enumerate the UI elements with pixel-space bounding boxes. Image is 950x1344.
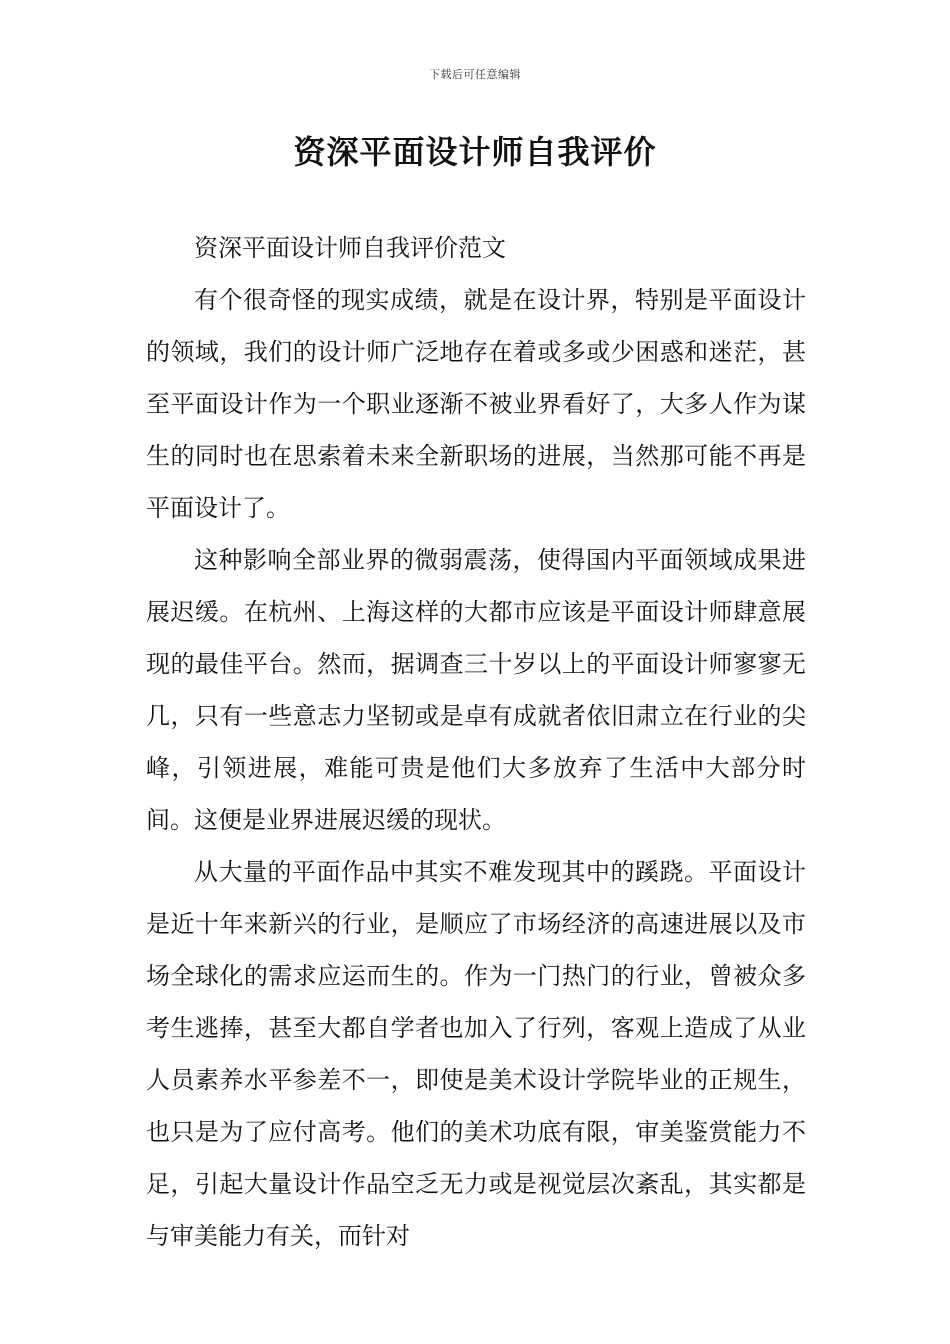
- document-body: [146, 222, 806, 1262]
- document-title: 资深平面设计师自我评价: [293, 133, 657, 171]
- body-paragraph-2: 这种影响全部业界的微弱震荡，使得国内平面领域成果进展迟缓。在杭州、上海这样的大都市应该是平面设计师肆意展现的最佳平台。然而，据调查三十岁以上的平面设计师寥寥无几，只有一些意志力坚韧或是卓有成就者依旧肃立在行业的尖峰，引领进展，难能可贵是他们大多放弃了生活中大部分时间。这便是业界进展迟缓的现状。: [146, 546, 806, 834]
- body-paragraph-3: 从大量的平面作品中其实不难发现其中的蹊跷。平面设计是近十年来新兴的行业，是顺应了市场经济的高速进展以及市场全球化的需求应运而生的。作为一门热门的行业，曾被众多考生逃捧，甚至大都自学者也加入了行列，客观上造成了从业人员素养水平参差不一，即使是美术设计学院毕业的正规生，也只是为了应付高考。他们的美术功底有限，审美鉴赏能力不足，引起大量设计作品空乏无力或是视觉层次紊乱，其实都是与审美能力有关，而针对: [146, 858, 806, 1250]
- body-paragraph-1: 有个很奇怪的现实成绩，就是在设计界，特别是平面设计的领域，我们的设计师广泛地存在着或多或少困惑和迷茫，甚至平面设计作为一个职业逐渐不被业界看好了，大多人作为谋生的同时也在思索着未来全新职场的进展，当然那可能不再是平面设计了。: [146, 286, 806, 522]
- header-note: 下载后可任意编辑: [429, 68, 521, 81]
- subtitle-paragraph: 资深平面设计师自我评价范文: [194, 234, 506, 262]
